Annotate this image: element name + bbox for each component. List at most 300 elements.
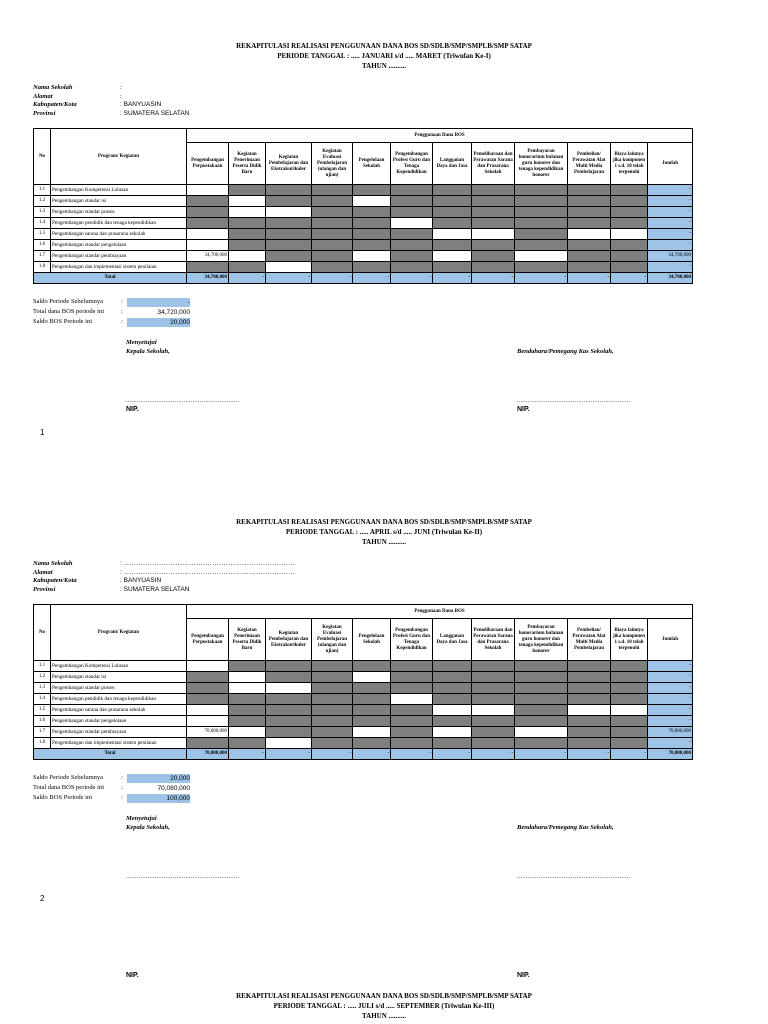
table-row [34, 661, 693, 672]
total-cell: - [568, 273, 611, 284]
data-cell [568, 738, 611, 749]
row-jumlah-cell: 34,700,000 [648, 251, 693, 262]
column-header: Kegiatan Pembelajaran dan Ekstrakurikuler [266, 619, 312, 661]
data-cell [187, 694, 229, 705]
total-cell: - [266, 749, 312, 760]
col-no-header: No [34, 605, 51, 661]
total-label: Total [34, 749, 187, 760]
data-cell [611, 672, 648, 683]
kepala-sekolah-label: Kepala Sekolah, [126, 348, 170, 355]
data-cell [515, 672, 568, 683]
kabupaten-label: Kabupaten/Kota [33, 101, 77, 108]
total-cell: - [312, 273, 353, 284]
row-program: Pengembangan standar proses [51, 683, 187, 694]
data-cell [568, 694, 611, 705]
colon: : [121, 784, 123, 791]
row-program: Pengembangan standar pengelolaan [51, 716, 187, 727]
data-cell [472, 683, 515, 694]
column-header: Kegiatan Evaluasi Pembelajaran (ulangan dan ujian) [312, 619, 353, 661]
total-cell: 34,700,000 [648, 273, 693, 284]
data-cell [611, 727, 648, 738]
column-header: Pengembangan Profesi Guru dan Tenaga Kependidikan [391, 143, 433, 185]
row-jumlah-cell: - [648, 716, 693, 727]
page1-bendahara-label: Bendahara/Pemegang Kas Sekolah, [517, 348, 614, 355]
saldo-ini-value: 100,000 [127, 794, 190, 803]
data-cell [472, 727, 515, 738]
total-cell: - [515, 273, 568, 284]
total-cell: - [433, 749, 472, 760]
page1-saldo-summary [33, 297, 190, 327]
column-header: Jumlah [648, 619, 693, 661]
page-number: 1 [40, 428, 45, 437]
signature-line: ............................................................... [517, 874, 631, 880]
data-cell [391, 738, 433, 749]
column-header: Pembelian/ Perawatan Alat Multi Media Pembelajaran [568, 619, 611, 661]
data-cell [568, 727, 611, 738]
data-cell [433, 694, 472, 705]
row-program: Pengembangan standar pembiayaan [51, 251, 187, 262]
provinsi-label: Provinsi [33, 585, 56, 593]
data-cell [433, 229, 472, 240]
data-cell [229, 672, 266, 683]
saldo-sebelum-value: 20,000 [127, 774, 190, 783]
total-cell: - [353, 273, 391, 284]
total-cell: 70,000,000 [648, 749, 693, 760]
data-cell [312, 240, 353, 251]
row-number: 1.4 [34, 218, 51, 229]
colon: : [121, 308, 123, 315]
data-cell [433, 262, 472, 273]
column-header: Pengembangan Perpustakaan [187, 619, 229, 661]
data-cell [312, 207, 353, 218]
table-row [34, 716, 693, 727]
data-cell [433, 672, 472, 683]
data-cell [312, 705, 353, 716]
row-jumlah-cell: - [648, 218, 693, 229]
data-cell [515, 661, 568, 672]
saldo-sebelum-label: Saldo Periode Sebelumnya [33, 774, 104, 781]
data-cell [229, 196, 266, 207]
data-cell [229, 683, 266, 694]
page2-school-info [33, 560, 295, 594]
row-number: 1.1 [34, 661, 51, 672]
data-cell [312, 683, 353, 694]
row-program: Pengembangan standar isi [51, 672, 187, 683]
row-program: Pengembangan dan implementasi sistem penilaian [51, 262, 187, 273]
row-jumlah-cell: - [648, 262, 693, 273]
data-cell [472, 705, 515, 716]
column-header: Pembayaran honorarium bulanan guru honorer dan tenaga kependidikan honorer [515, 619, 568, 661]
column-header: Kegiatan Evaluasi Pembelajaran (ulangan dan ujian) [312, 143, 353, 185]
data-cell [187, 229, 229, 240]
data-cell [515, 207, 568, 218]
data-cell [266, 207, 312, 218]
data-cell [353, 185, 391, 196]
row-jumlah-cell: 70,000,000 [648, 727, 693, 738]
row-program: Pengembangan standar pembiayaan [51, 727, 187, 738]
data-cell [266, 218, 312, 229]
data-cell [266, 196, 312, 207]
data-cell [187, 240, 229, 251]
page1-kepala-sekolah-block [126, 338, 170, 356]
column-header: Langganan Daya dan Jasa [433, 143, 472, 185]
saldo-ini-label: Saldo BOS Periode ini [33, 318, 93, 325]
page1-title-line3: TAHUN .......... [361, 62, 406, 70]
data-cell [515, 738, 568, 749]
row-jumlah-cell: - [648, 738, 693, 749]
nip-label: NIP. [517, 406, 530, 413]
page2-title-line3: TAHUN .......... [361, 538, 406, 546]
data-cell [266, 683, 312, 694]
data-cell [312, 738, 353, 749]
data-cell [312, 727, 353, 738]
row-jumlah-cell: - [648, 694, 693, 705]
page2-bendahara-label: Bendahara/Pemegang Kas Sekolah, [517, 824, 614, 831]
saldo-sebelum-value: - [127, 298, 190, 307]
data-cell [312, 196, 353, 207]
nip-label: NIP. [517, 972, 530, 979]
page2-realisasi-table [33, 604, 693, 760]
kabupaten-value: : BANYUASIN [120, 577, 162, 584]
column-header: Kegiatan Penerimaan Peserta Didik Baru [229, 143, 266, 185]
colon: : [121, 774, 123, 781]
row-program: Pengembangan sarana dan prasarana sekolah [51, 229, 187, 240]
data-cell [353, 738, 391, 749]
row-jumlah-cell: - [648, 705, 693, 716]
data-cell [611, 738, 648, 749]
kabupaten-label: Kabupaten/Kota [33, 577, 77, 584]
total-cell: - [433, 273, 472, 284]
data-cell [515, 694, 568, 705]
data-cell [312, 218, 353, 229]
data-cell [353, 251, 391, 262]
data-cell [611, 262, 648, 273]
total-cell: - [472, 273, 515, 284]
data-cell [266, 240, 312, 251]
data-cell [472, 672, 515, 683]
row-number: 1.8 [34, 738, 51, 749]
table-row [34, 218, 693, 229]
row-program: Pengembangan dan implementasi sistem penilaian [51, 738, 187, 749]
total-cell: - [312, 749, 353, 760]
table-row [34, 251, 693, 262]
signature-line: ............................................................... [126, 874, 240, 880]
col-program-header: Program/ Kegiatan [51, 129, 187, 185]
provinsi-value: : SUMATERA SELATAN [120, 585, 190, 593]
page-number: 2 [40, 894, 45, 903]
data-cell [266, 661, 312, 672]
column-header: Pembelian/ Perawatan Alat Multi Media Pembelajaran [568, 143, 611, 185]
data-cell [472, 185, 515, 196]
data-cell [433, 196, 472, 207]
table-row [34, 672, 693, 683]
data-cell [391, 705, 433, 716]
table-row [34, 207, 693, 218]
data-cell [611, 251, 648, 262]
total-cell: - [266, 273, 312, 284]
data-cell [266, 185, 312, 196]
table-row [34, 196, 693, 207]
table-body [34, 185, 693, 284]
data-cell [391, 727, 433, 738]
table-row [34, 262, 693, 273]
table-row [34, 738, 693, 749]
data-cell [568, 207, 611, 218]
menyetujui-label: Menyetujui [126, 815, 157, 822]
page2-title-line2: PERIODE TANGGAL : ..... APRIL s/d ..... JUNI (Triwulan Ke-II) [285, 528, 483, 536]
kepala-sekolah-label: Kepala Sekolah, [126, 824, 170, 831]
data-cell [391, 672, 433, 683]
data-cell [433, 738, 472, 749]
data-cell [229, 694, 266, 705]
page1-title-line1: REKAPITULASI REALISASI PENGGUNAAN DANA BOS SD/SDLB/SMP/SMPLB/SMP SATAP [236, 42, 532, 50]
data-cell [472, 229, 515, 240]
table-row [34, 240, 693, 251]
provinsi-label: Provinsi [33, 109, 56, 117]
row-jumlah-cell: - [648, 661, 693, 672]
data-cell [266, 716, 312, 727]
data-cell [433, 207, 472, 218]
column-header: Kegiatan Pembelajaran dan Ekstrakurikuler [266, 143, 312, 185]
data-cell [472, 262, 515, 273]
data-cell [472, 207, 515, 218]
data-cell [312, 694, 353, 705]
data-cell [266, 694, 312, 705]
data-cell [266, 251, 312, 262]
menyetujui-label: Menyetujui [126, 339, 157, 346]
row-jumlah-cell: - [648, 240, 693, 251]
data-cell [391, 229, 433, 240]
row-jumlah-cell: - [648, 196, 693, 207]
table-row [34, 185, 693, 196]
data-cell [187, 207, 229, 218]
page1-title-line2: PERIODE TANGGAL : ..... JANUARI s/d ..... MARET (Triwulan Ke-I) [277, 52, 491, 60]
row-program: Pengembangan pendidik dan tenaga kependidikan [51, 218, 187, 229]
total-cell: 34,700,000 [187, 273, 229, 284]
column-header: Pengembangan Profesi Guru dan Tenaga Kependidikan [391, 619, 433, 661]
total-cell: - [611, 273, 648, 284]
data-cell [515, 727, 568, 738]
data-cell [611, 716, 648, 727]
row-program: Pengembangan sarana dan prasarana sekolah [51, 705, 187, 716]
row-number: 1.2 [34, 196, 51, 207]
data-cell [312, 716, 353, 727]
data-cell: 70,000,000 [187, 727, 229, 738]
colon: : [121, 318, 123, 325]
data-cell [611, 240, 648, 251]
row-program: Pengembangan standar isi [51, 196, 187, 207]
colon: : [121, 298, 123, 305]
total-cell: - [611, 749, 648, 760]
row-program: Pengembangan standar proses [51, 207, 187, 218]
row-program: Pengembangan Kompetensi Lulusan [51, 661, 187, 672]
total-dana-value: 70,080,000 [157, 784, 190, 792]
colon: : [120, 92, 122, 100]
column-header: Biaya lainnya jika komponen 1 s.d. 10 telah terpenuhi [611, 143, 648, 185]
table-row [34, 683, 693, 694]
signature-line: ............................................................... [126, 398, 240, 404]
row-number: 1.4 [34, 694, 51, 705]
data-cell [353, 727, 391, 738]
data-cell [187, 661, 229, 672]
data-cell [391, 262, 433, 273]
col-group-header: Penggunaan Dana BOS [187, 129, 693, 143]
column-header: Pemeliharaan dan Perawatan Sarana dan Prasarana Sekolah [472, 619, 515, 661]
data-cell [391, 251, 433, 262]
data-cell [433, 661, 472, 672]
row-number: 1.1 [34, 185, 51, 196]
data-cell [433, 218, 472, 229]
data-cell [187, 716, 229, 727]
total-cell: - [353, 749, 391, 760]
saldo-ini-value: 20,000 [127, 318, 190, 327]
data-cell [433, 705, 472, 716]
data-cell [433, 240, 472, 251]
data-cell [312, 185, 353, 196]
data-cell [433, 727, 472, 738]
data-cell [353, 683, 391, 694]
page3-title-line3: TAHUN .......... [361, 1012, 406, 1020]
data-cell [353, 240, 391, 251]
data-cell [353, 705, 391, 716]
column-header: Pemeliharaan dan Perawatan Sarana dan Prasarana Sekolah [472, 143, 515, 185]
data-cell [187, 672, 229, 683]
data-cell [433, 251, 472, 262]
data-cell [568, 262, 611, 273]
column-header: Jumlah [648, 143, 693, 185]
data-cell [568, 251, 611, 262]
page2-kepala-sekolah-block [126, 814, 170, 832]
colon: : [120, 84, 122, 91]
data-cell [312, 229, 353, 240]
total-cell: - [515, 749, 568, 760]
data-cell [266, 738, 312, 749]
data-cell [187, 705, 229, 716]
column-header: Pengelolaan Sekolah [353, 143, 391, 185]
col-group-header: Penggunaan Dana BOS [187, 605, 693, 619]
data-cell [391, 694, 433, 705]
provinsi-value: : SUMATERA SELATAN [120, 109, 190, 117]
data-cell [187, 196, 229, 207]
data-cell [229, 251, 266, 262]
column-header: Pengembangan Perpustakaan [187, 143, 229, 185]
data-cell [229, 661, 266, 672]
data-cell [568, 705, 611, 716]
data-cell [611, 229, 648, 240]
page3-title-line1: REKAPITULASI REALISASI PENGGUNAAN DANA BOS SD/SDLB/SMP/SMPLB/SMP SATAP [236, 992, 532, 1000]
data-cell [266, 262, 312, 273]
page1-school-info [33, 84, 189, 118]
total-cell: - [472, 749, 515, 760]
row-number: 1.5 [34, 229, 51, 240]
data-cell [266, 229, 312, 240]
data-cell [391, 185, 433, 196]
total-label: Total [34, 273, 187, 284]
row-jumlah-cell: - [648, 229, 693, 240]
data-cell [391, 683, 433, 694]
data-cell [611, 661, 648, 672]
data-cell [353, 229, 391, 240]
data-cell [611, 694, 648, 705]
total-cell: 70,000,000 [187, 749, 229, 760]
data-cell: 34,700,000 [187, 251, 229, 262]
data-cell [229, 705, 266, 716]
row-jumlah-cell: - [648, 683, 693, 694]
data-cell [568, 185, 611, 196]
row-program: Pengembangan standar pengelolaan [51, 240, 187, 251]
table-row [34, 694, 693, 705]
data-cell [312, 251, 353, 262]
data-cell [312, 262, 353, 273]
data-cell [568, 229, 611, 240]
data-cell [472, 251, 515, 262]
column-header: Pengelolaan Sekolah [353, 619, 391, 661]
data-cell [229, 262, 266, 273]
data-cell [229, 738, 266, 749]
data-cell [515, 262, 568, 273]
data-cell [515, 229, 568, 240]
data-cell [433, 185, 472, 196]
colon: : [121, 794, 123, 801]
data-cell [391, 240, 433, 251]
data-cell [472, 196, 515, 207]
alamat-label: Alamat [33, 568, 53, 576]
row-number: 1.5 [34, 705, 51, 716]
data-cell [611, 683, 648, 694]
row-jumlah-cell: - [648, 207, 693, 218]
data-cell [229, 185, 266, 196]
column-header: Kegiatan Penerimaan Peserta Didik Baru [229, 619, 266, 661]
data-cell [266, 705, 312, 716]
alamat-value: : .......................................................................... [120, 568, 296, 576]
row-number: 1.6 [34, 716, 51, 727]
table-row [34, 705, 693, 716]
total-dana-label: Total dana BOS periode ini [33, 308, 105, 315]
data-cell [611, 705, 648, 716]
data-cell [611, 196, 648, 207]
alamat-label: Alamat [33, 92, 53, 100]
data-cell [472, 716, 515, 727]
total-dana-value: 34,720,000 [157, 308, 190, 316]
data-cell [472, 738, 515, 749]
data-cell [433, 683, 472, 694]
data-cell [391, 196, 433, 207]
data-cell [229, 218, 266, 229]
data-cell [353, 661, 391, 672]
data-cell [391, 218, 433, 229]
column-header: Pembayaran honorarium bulanan guru honorer dan tenaga kependidikan honorer [515, 143, 568, 185]
data-cell [353, 218, 391, 229]
col-no-header: No [34, 129, 51, 185]
col-program-header: Program/ Kegiatan [51, 605, 187, 661]
nip-label: NIP. [126, 406, 139, 413]
data-cell [353, 716, 391, 727]
data-cell [229, 727, 266, 738]
total-cell: - [229, 749, 266, 760]
page2-title-line1: REKAPITULASI REALISASI PENGGUNAAN DANA BOS SD/SDLB/SMP/SMPLB/SMP SATAP [236, 518, 532, 526]
column-header: Biaya lainnya jika komponen 1 s.d. 10 telah terpenuhi [611, 619, 648, 661]
data-cell [515, 716, 568, 727]
data-cell [611, 185, 648, 196]
table-row [34, 229, 693, 240]
data-cell [611, 218, 648, 229]
data-cell [266, 672, 312, 683]
data-cell [391, 661, 433, 672]
total-cell: - [568, 749, 611, 760]
table-body [34, 661, 693, 760]
total-row [34, 749, 693, 760]
data-cell [515, 683, 568, 694]
